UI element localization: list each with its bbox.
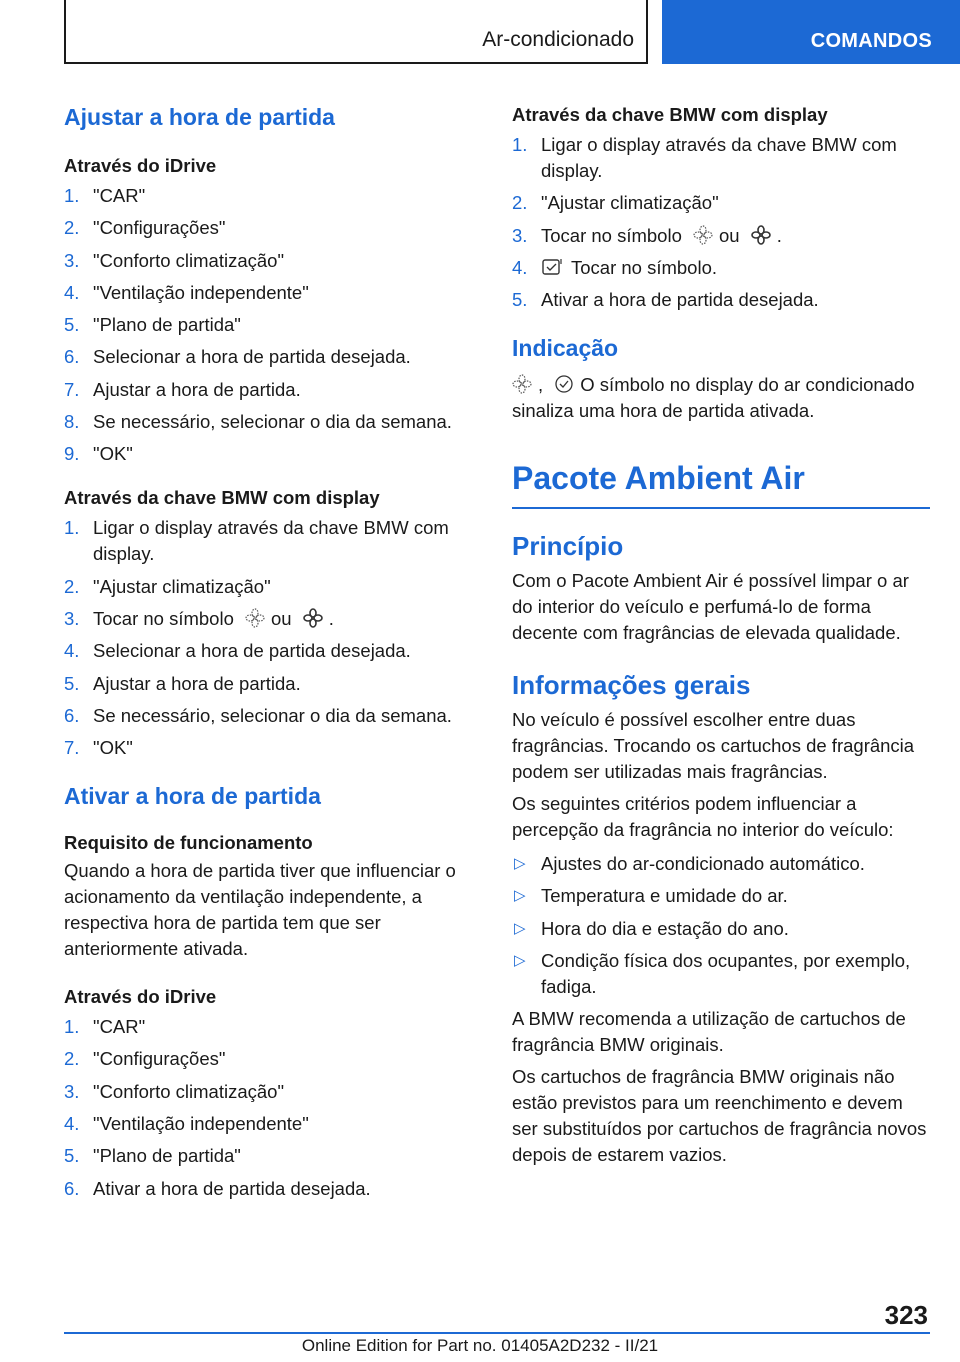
header-chapter-tab <box>662 0 960 64</box>
list-item: ▷ Temperatura e umidade do ar. <box>512 883 930 909</box>
idrive-steps-2 <box>64 1014 474 1201</box>
heading-indicacao: Indicação <box>512 335 619 362</box>
idrive-steps-1 <box>64 183 474 467</box>
subheading-key-2: Através da chave BMW com display <box>512 104 828 125</box>
list-item: 5. Ajustar a hora de partida. <box>64 672 301 694</box>
list-item: 3. "Conforto climatização" <box>64 249 285 271</box>
right-column <box>512 98 930 1168</box>
indication-text: , O símbolo no display do ar condicionado sinaliza uma hora de partida ativada. <box>512 374 915 422</box>
footer-edition <box>0 1336 960 1356</box>
list-item: 3. Tocar no símbolo ou . <box>64 607 334 629</box>
list-item: 5. Ativar a hora de partida desejada. <box>512 289 819 311</box>
section-title: Ar-condicionado <box>482 28 634 51</box>
info-paragraph-2: Os seguintes critérios podem influenciar a percepção da fragrância no interior do veículo: <box>512 793 894 841</box>
list-item: 7. "OK" <box>64 737 133 759</box>
list-item: 8. Se necessário, selecionar o dia da semana. <box>64 411 452 433</box>
list-item: 2. "Configurações" <box>64 1048 226 1070</box>
list-item: 3. Tocar no símbolo ou . <box>512 224 782 246</box>
subheading-idrive-2: Através do iDrive <box>64 986 217 1008</box>
key-steps-2 <box>512 132 930 313</box>
list-item: 1. Ligar o display através da chave BMW com display. <box>64 517 449 565</box>
list-item: 5. "Plano de partida" <box>64 314 241 336</box>
check-circle-icon <box>554 374 574 394</box>
heading-principio: Princípio <box>512 531 624 562</box>
heading-ajustar-hora: Ajustar a hora de partida <box>64 104 335 130</box>
list-item: 9. "OK" <box>64 443 133 465</box>
fan-active-icon <box>751 225 771 245</box>
subheading-key-1: Através da chave BMW com display <box>64 487 380 509</box>
footer-rule <box>64 1332 930 1334</box>
list-item: 1. Ligar o display através da chave BMW com display. <box>512 134 897 181</box>
left-column <box>64 98 474 1208</box>
list-item: 5. "Plano de partida" <box>64 1145 241 1167</box>
triangle-bullet-icon: ▷ <box>514 919 526 937</box>
list-item: 6. Selecionar a hora de partida desejada. <box>64 346 411 368</box>
list-item: 2. "Configurações" <box>64 217 226 239</box>
list-item: ▷ Condição física dos ocupantes, por exemplo, fadiga. <box>514 950 911 998</box>
subheading-idrive-1: Através do iDrive <box>64 155 217 176</box>
info-paragraph-3: A BMW recomenda a utilização de cartuchos de fragrância BMW originais. <box>512 1008 906 1056</box>
edition-text: Online Edition for Part no. 01405A2D232 - II/21 <box>301 1336 659 1355</box>
criteria-list <box>512 851 930 1000</box>
list-item: ▷ Hora do dia e estação do ano. <box>512 916 930 942</box>
fan-icon <box>512 374 532 394</box>
heading-pacote-ambient-air: Pacote Ambient Air <box>512 460 930 509</box>
principle-text: Com o Pacote Ambient Air é possível limpar o ar do interior do veículo e perfumá-lo de forma decente com fragrâncias de elevada qualidade. <box>512 570 909 644</box>
info-paragraph-1: No veículo é possível escolher entre duas fragrâncias. Trocando os cartuchos de fragrância podem ser utilizadas mais fragrâncias. <box>512 709 915 783</box>
list-item: ▷ Ajustes do ar-condicionado automático. <box>512 851 930 877</box>
list-item: 1. "CAR" <box>64 185 146 206</box>
list-item: 6. Se necessário, selecionar o dia da semana. <box>64 704 452 726</box>
list-item: 2. "Ajustar climatização" <box>64 575 271 597</box>
list-item: 4. "Ventilação independente" <box>64 1113 309 1135</box>
info-paragraph-4: Os cartuchos de fragrância BMW originais não estão previstos para um reenchimento e devem ser substituídos por cartuchos de fragrância novos depois de estarem vazios. <box>512 1066 927 1166</box>
page-number: 323 <box>884 1300 928 1330</box>
list-item: 2. "Ajustar climatização" <box>512 192 719 214</box>
list-item: 4. "Ventilação independente" <box>64 281 309 303</box>
header-section-tab <box>64 0 648 64</box>
heading-ativar-hora: Ativar a hora de partida <box>64 783 321 810</box>
list-item: 1. "CAR" <box>64 1016 146 1038</box>
fan-icon <box>245 608 265 628</box>
triangle-bullet-icon: ▷ <box>514 952 526 970</box>
chapter-title: COMANDOS <box>810 30 932 52</box>
list-item: 4. Tocar no símbolo. <box>512 256 718 278</box>
triangle-bullet-icon: ▷ <box>514 887 526 905</box>
key-steps-1 <box>64 515 474 761</box>
heading-informacoes-gerais: Informações gerais <box>512 670 751 701</box>
triangle-bullet-icon: ▷ <box>514 855 526 873</box>
requirement-text: Quando a hora de partida tiver que influenciar o acionamento da ventilação independente, a respectiva hora de partida tem que ser anteriormente ativada. <box>64 860 456 960</box>
list-item: 7. Ajustar a hora de partida. <box>64 378 301 400</box>
list-item: 6. Ativar a hora de partida desejada. <box>64 1177 371 1199</box>
list-item: 3. "Conforto climatização" <box>64 1080 285 1102</box>
fan-icon <box>693 225 713 245</box>
subheading-requirement: Requisito de funcionamento <box>64 832 313 854</box>
fan-active-icon <box>303 608 323 628</box>
clock-check-icon <box>541 257 565 277</box>
list-item: 4. Selecionar a hora de partida desejada. <box>64 640 411 662</box>
